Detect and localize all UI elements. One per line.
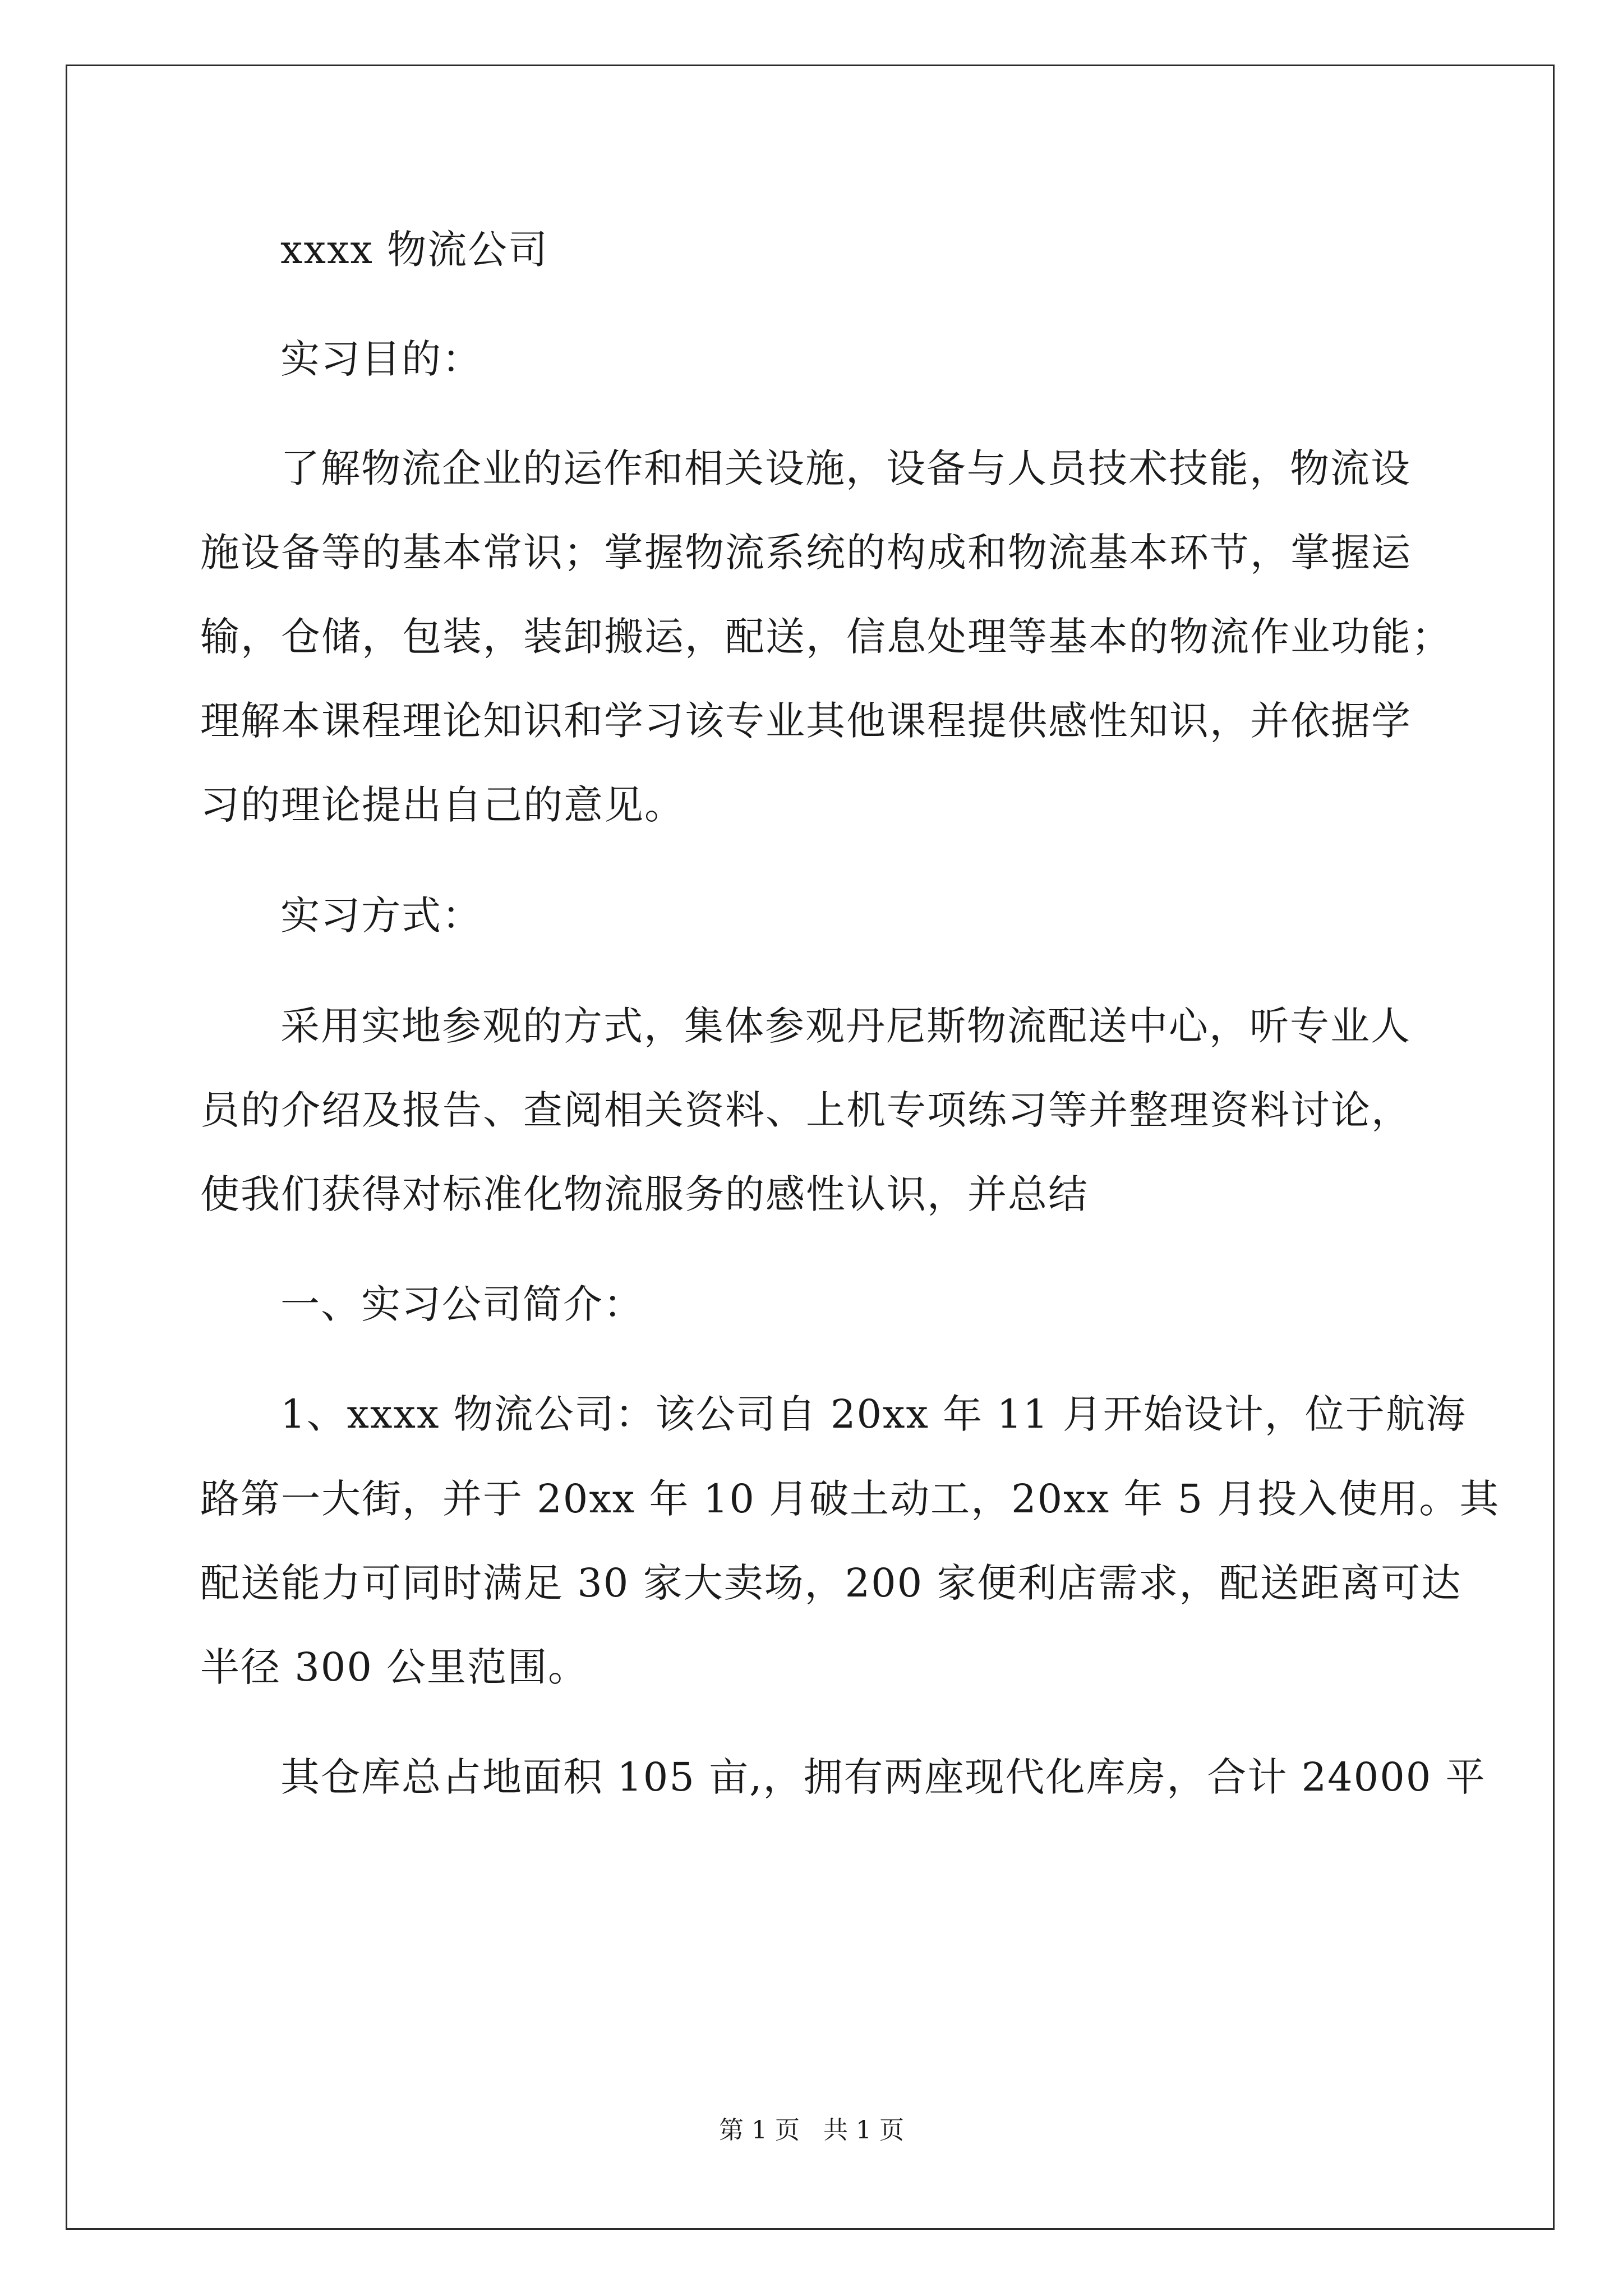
paragraph-line: 施设备等的基本常识；掌握物流系统的构成和物流基本环节，掌握运 xyxy=(200,530,1412,576)
paragraph-line: 采用实地参观的方式，集体参观丹尼斯物流配送中心，听专业人 xyxy=(280,1003,1411,1049)
section-heading-method: 实习方式： xyxy=(280,892,482,938)
section-heading-purpose: 实习目的： xyxy=(280,336,482,382)
company-heading: xxxx 物流公司 xyxy=(280,227,549,273)
page-number-footer: 第 1 页 共 1 页 xyxy=(719,2116,904,2145)
paragraph-line: 其仓库总占地面积 105 亩,，拥有两座现代化库房，合计 24000 平 xyxy=(280,1754,1486,1800)
paragraph-line: 了解物流企业的运作和相关设施，设备与人员技术技能，物流设 xyxy=(280,445,1411,491)
paragraph-line: 1、xxxx 物流公司：该公司自 20xx 年 11 月开始设计，位于航海 xyxy=(280,1391,1467,1437)
section-heading-intro: 一、实习公司简介： xyxy=(280,1281,644,1327)
paragraph-line: 使我们获得对标准化物流服务的感性认识，并总结 xyxy=(200,1171,1089,1217)
paragraph-line: 配送能力可同时满足 30 家大卖场，200 家便利店需求，配送距离可达 xyxy=(200,1560,1462,1606)
paragraph-line: 路第一大街，并于 20xx 年 10 月破土动工，20xx 年 5 月投入使用。其 xyxy=(200,1476,1500,1522)
paragraph-line: 习的理论提出自己的意见。 xyxy=(200,782,685,828)
paragraph-line: 半径 300 公里范围。 xyxy=(200,1644,589,1690)
page-border xyxy=(66,65,1555,2230)
paragraph-line: 理解本课程理论知识和学习该专业其他课程提供感性知识，并依据学 xyxy=(200,698,1412,744)
paragraph-line: 输，仓储，包装，装卸搬运，配送，信息处理等基本的物流作业功能； xyxy=(200,614,1452,660)
paragraph-line: 员的介绍及报告、查阅相关资料、上机专项练习等并整理资料讨论， xyxy=(200,1087,1412,1133)
